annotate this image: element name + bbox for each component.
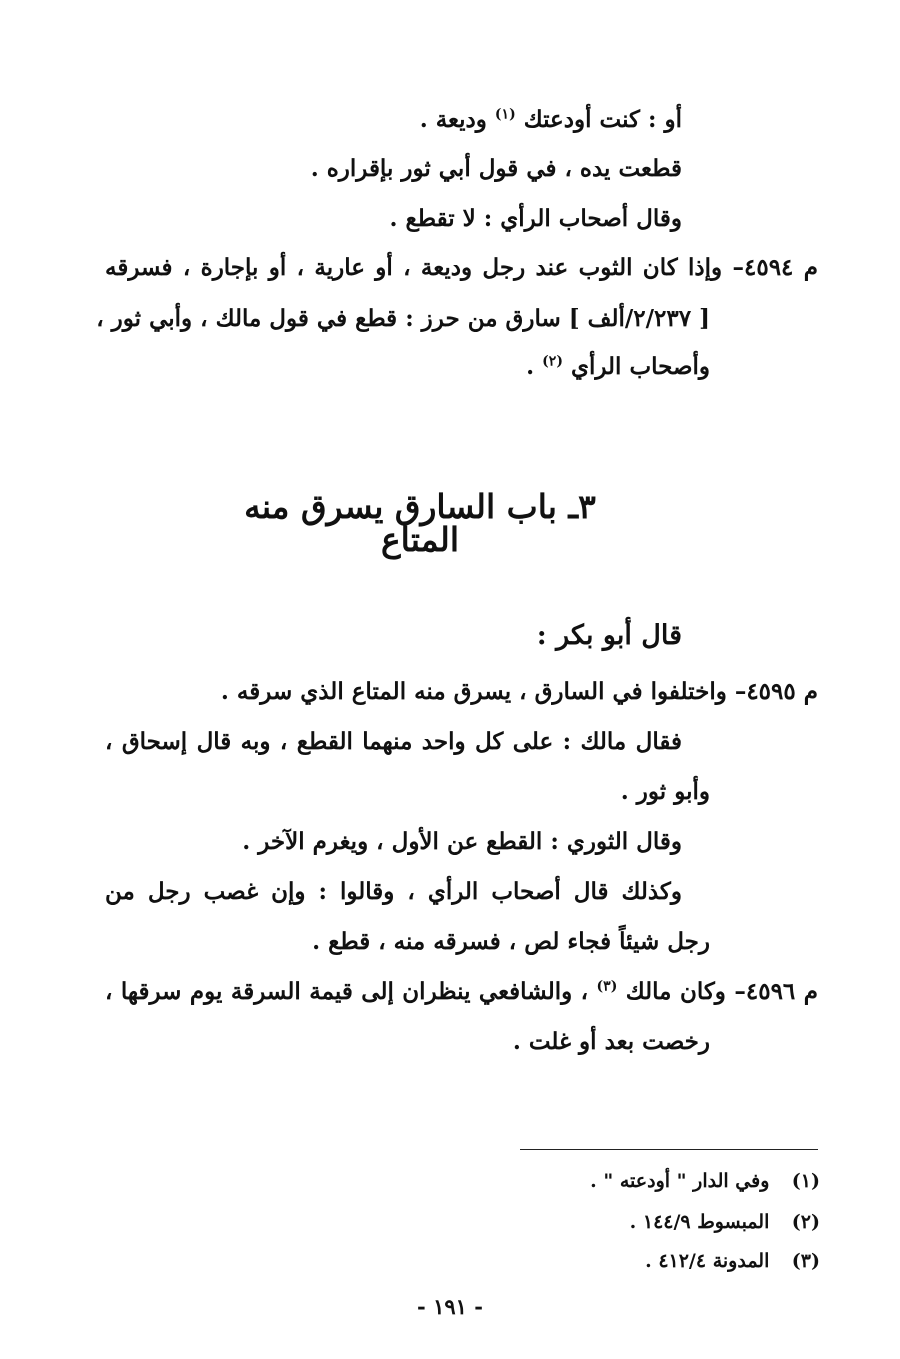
page-number: - ١٩١ - bbox=[417, 1294, 483, 1319]
paragraph-4595-line1 bbox=[221, 680, 818, 703]
paragraph-4594-line3 bbox=[526, 355, 710, 378]
paragraph-4594-line1 bbox=[105, 256, 818, 279]
text-segment: وإذا كان الثوب عند رجل وديعة ، أو عارية ، أو بإجارة ، فسرقه bbox=[105, 254, 723, 281]
paragraph-4595-line3: وأبو ثور . bbox=[620, 778, 710, 805]
footnote-number: (٣) bbox=[791, 1250, 820, 1272]
text-segment: . bbox=[526, 353, 535, 380]
entry-number: م ٤٥٩٦– bbox=[734, 978, 818, 1005]
chapter-title: ٣ـ باب السارق يسرق منه المتاع bbox=[244, 487, 596, 559]
text-segment: وديعة . bbox=[419, 106, 487, 133]
footnote-ref[interactable]: (٢) bbox=[542, 353, 563, 370]
text-line: وقال أصحاب الرأي : لا تقطع . bbox=[389, 205, 682, 232]
footnote-text: المدونة ٤١٢/٤ . bbox=[645, 1250, 770, 1272]
footnote-number: (١) bbox=[791, 1170, 820, 1192]
footnote-text: المبسوط ١٤٤/٩ . bbox=[629, 1211, 770, 1233]
footnote-item bbox=[590, 1172, 820, 1191]
entry-number: م ٤٥٩٤– bbox=[732, 254, 819, 281]
text-line bbox=[420, 108, 682, 131]
text-segment: وكان مالك bbox=[625, 978, 726, 1005]
footnote-separator bbox=[520, 1149, 818, 1150]
footnote-item bbox=[630, 1213, 820, 1232]
footnote-item bbox=[645, 1252, 820, 1271]
footnote-ref[interactable]: (١) bbox=[494, 106, 516, 123]
text-segment: واختلفوا في السارق ، يسرق منه المتاع الذي سرقه . bbox=[220, 678, 727, 705]
text-segment: أو : كنت أودعتك bbox=[523, 106, 682, 133]
section-subheading: قال أبو بكر : bbox=[536, 620, 682, 651]
text-segment: ، والشافعي ينظران إلى قيمة السرقة يوم سرقها ، bbox=[105, 978, 589, 1005]
footnote-number: (٢) bbox=[791, 1211, 820, 1233]
paragraph-4595-line2: فقال مالك : على كل واحد منهما القطع ، وبه قال إسحاق ، bbox=[105, 728, 682, 755]
paragraph-4595-line5: وكذلك قال أصحاب الرأي ، وقالوا : وإن غصب رجل من bbox=[105, 878, 682, 905]
paragraph-4595-line6: رجل شيئاً فجاء لص ، فسرقه منه ، قطع . bbox=[312, 928, 710, 955]
paragraph-4596-line2: رخصت بعد أو غلت . bbox=[512, 1028, 710, 1055]
paragraph-4594-line2: [ ٢/٢٣٧/ألف ] سارق من حرز : قطع في قول مالك ، وأبي ثور ، bbox=[96, 305, 710, 332]
footnote-text: وفي الدار " أودعته " . bbox=[590, 1170, 770, 1192]
text-line: قطعت يده ، في قول أبي ثور بإقراره . bbox=[310, 155, 682, 182]
text-segment: وأصحاب الرأي bbox=[570, 353, 710, 380]
entry-number: م ٤٥٩٥– bbox=[734, 678, 818, 705]
footnote-ref[interactable]: (٣) bbox=[596, 978, 618, 995]
paragraph-4595-line4: وقال الثوري : القطع عن الأول ، ويغرم الآخر . bbox=[242, 828, 682, 855]
paragraph-4596-line1 bbox=[105, 980, 818, 1003]
